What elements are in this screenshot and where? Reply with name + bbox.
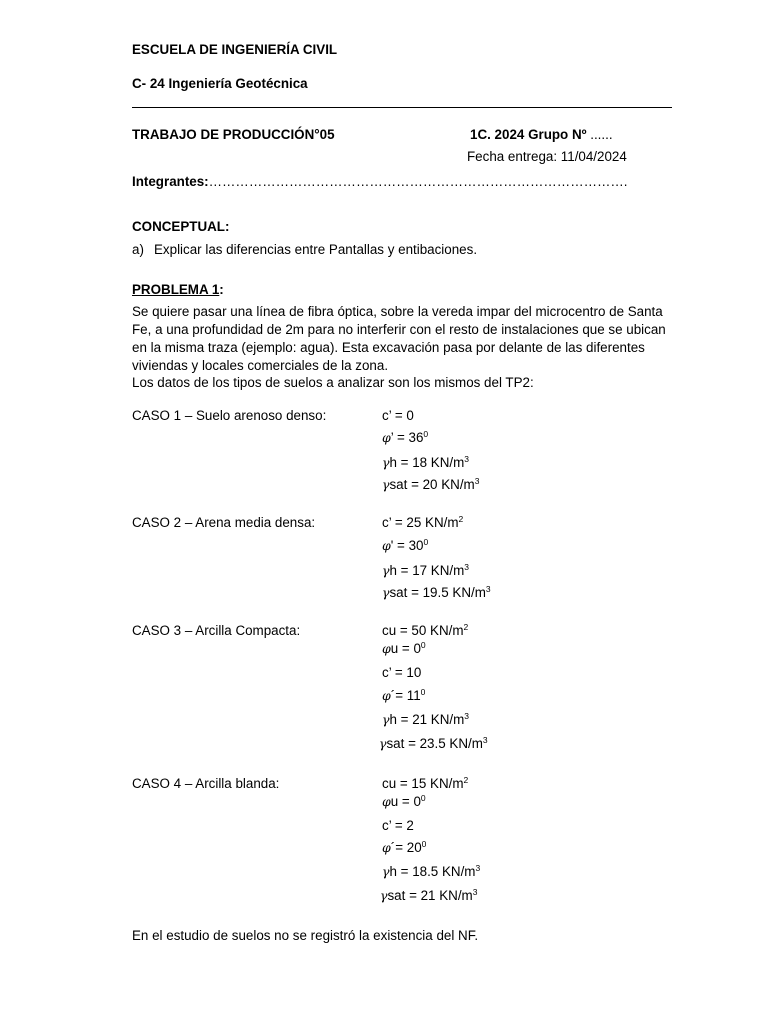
case-parameter — [382, 688, 425, 703]
parameter-value: sat = 21 KN/m — [387, 888, 473, 903]
parameter-exponent: 0 — [420, 640, 426, 650]
phi-symbol: φ — [382, 641, 391, 656]
parameter-exponent: 3 — [472, 887, 478, 897]
parameter-exponent: 3 — [475, 863, 481, 873]
parameter-exponent: 3 — [464, 562, 470, 572]
case-parameter — [382, 455, 469, 470]
members-label: Integrantes: — [132, 174, 209, 189]
course-title: C- 24 Ingeniería Geotécnica — [132, 76, 308, 91]
parameter-value: ’ = 36 — [390, 430, 424, 445]
parameter-exponent: 3 — [485, 584, 491, 594]
parameter-value: h = 21 KN/m — [389, 712, 465, 727]
parameter-value: ´= 20 — [390, 840, 422, 855]
parameter-value: c’ = 10 — [382, 665, 422, 680]
parameter-value: cu = 50 KN/m — [382, 623, 464, 638]
case-parameter — [382, 408, 414, 423]
case-title: CASO 4 – Arcilla blanda: — [132, 776, 280, 791]
parameter-value: sat = 23.5 KN/m — [386, 736, 483, 751]
parameter-exponent: 3 — [464, 454, 470, 464]
parameter-value: ' = 30 — [390, 538, 424, 553]
parameter-value: h = 18 KN/m — [389, 455, 465, 470]
phi-symbol: φ — [382, 794, 391, 809]
case-parameter — [382, 864, 480, 879]
phi-symbol: φ — [382, 688, 391, 703]
parameter-exponent: 0 — [421, 839, 427, 849]
parameter-exponent: 0 — [423, 429, 429, 439]
due-date: Fecha entrega: 11/04/2024 — [467, 149, 627, 164]
problem-paragraph: Se quiere pasar una línea de fibra óptica, sobre la vereda impar del microcentro de Santa Fe, a una profundidad de 2m para no interferir con el resto de instalaciones que se ubican en la misma traza (ejemplo: agua). Esta excavación pasa por delante de las diferentes viviendas y locales comerciales de la zona. — [132, 304, 666, 373]
header-divider — [132, 107, 672, 108]
case-parameter — [382, 430, 428, 445]
parameter-value: sat = 20 KN/m — [389, 477, 475, 492]
parameter-value: u = 0 — [390, 641, 421, 656]
phi-symbol: φ — [382, 840, 391, 855]
case-parameter — [382, 477, 479, 492]
parameter-value: ´= 11 — [390, 688, 421, 703]
case-parameter — [380, 888, 477, 903]
parameter-value: h = 17 KN/m — [389, 563, 465, 578]
phi-symbol: φ — [382, 538, 391, 553]
members-dots: …………………………………………………………………………………. — [208, 174, 628, 189]
closing-note: En el estudio de suelos no se registró la existencia del NF. — [132, 928, 479, 943]
gamma-symbol: γ — [379, 736, 387, 751]
case-title: CASO 2 – Arena media densa: — [132, 515, 316, 530]
parameter-value: h = 18.5 KN/m — [389, 864, 476, 879]
group-label: 1C. 2024 Grupo Nº — [470, 127, 587, 142]
conceptual-heading: CONCEPTUAL: — [132, 219, 230, 234]
conceptual-item-text: Explicar las diferencias entre Pantallas y entibaciones. — [154, 242, 478, 257]
parameter-exponent: 2 — [463, 775, 469, 785]
parameter-value: c’ = 0 — [382, 408, 414, 423]
phi-symbol: φ — [382, 430, 391, 445]
case-parameter — [382, 840, 426, 855]
case-title: CASO 3 – Arcilla Compacta: — [132, 623, 301, 638]
parameter-exponent: 2 — [458, 514, 464, 524]
case-parameter — [379, 736, 488, 751]
group-line — [470, 127, 613, 142]
gamma-symbol: γ — [382, 864, 390, 879]
parameter-exponent: 3 — [474, 476, 480, 486]
school-name: ESCUELA DE INGENIERÍA CIVIL — [132, 42, 338, 57]
case-parameter — [382, 563, 469, 578]
parameter-value: c’ = 2 — [382, 818, 414, 833]
gamma-symbol: γ — [382, 712, 390, 727]
case-parameter — [382, 712, 469, 727]
parameter-exponent: 0 — [420, 687, 426, 697]
case-parameter — [382, 515, 463, 530]
problem-heading-line — [132, 282, 224, 297]
gamma-symbol: γ — [382, 455, 390, 470]
conceptual-item-marker: a) — [132, 242, 144, 257]
case-parameter — [382, 818, 414, 833]
case-parameter — [382, 776, 468, 791]
parameter-value: sat = 19.5 KN/m — [389, 585, 486, 600]
parameter-exponent: 3 — [464, 711, 470, 721]
case-parameter — [382, 794, 426, 809]
parameter-value: u = 0 — [390, 794, 421, 809]
problem-intro-line: Los datos de los tipos de suelos a analizar son los mismos del TP2: — [132, 375, 534, 390]
parameter-exponent: 0 — [423, 537, 429, 547]
members-line — [132, 174, 627, 189]
parameter-exponent: 0 — [420, 793, 426, 803]
problem-heading-colon: : — [219, 282, 224, 297]
parameter-exponent: 2 — [463, 622, 469, 632]
case-parameter — [382, 585, 491, 600]
group-dots: ...... — [586, 127, 613, 142]
gamma-symbol: γ — [382, 477, 390, 492]
case-parameter — [382, 641, 426, 656]
problem-heading: PROBLEMA 1 — [132, 282, 220, 297]
case-parameter — [382, 665, 421, 680]
gamma-symbol: γ — [382, 585, 390, 600]
parameter-exponent: 3 — [482, 735, 488, 745]
parameter-value: c’ = 25 KN/m — [382, 515, 459, 530]
work-title: TRABAJO DE PRODUCCIÓN°05 — [132, 127, 335, 142]
case-parameter — [382, 538, 428, 553]
parameter-value: cu = 15 KN/m — [382, 776, 464, 791]
case-parameter — [382, 623, 468, 638]
gamma-symbol: γ — [382, 563, 390, 578]
gamma-symbol: γ — [380, 888, 388, 903]
case-title: CASO 1 – Suelo arenoso denso: — [132, 408, 327, 423]
